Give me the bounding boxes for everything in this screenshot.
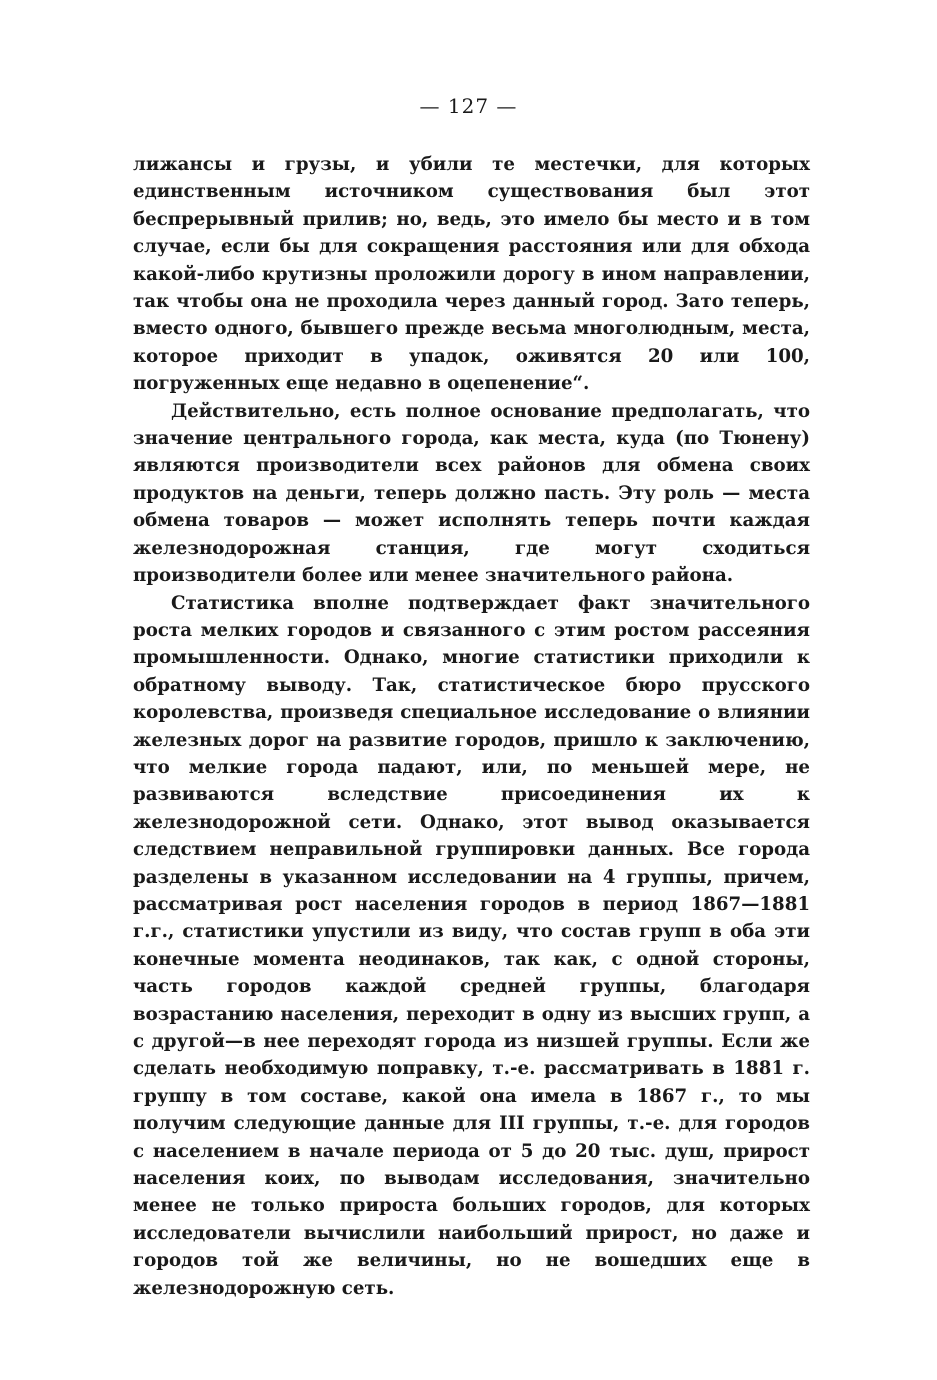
body-text <box>133 151 810 1302</box>
paragraph-central-city: Действительно, есть полное основание предполагать, что значение центрального города, как места, куда (по Тюнену) являются производители всех районов для обмена своих продуктов на деньги, теперь должно пасть. Эту роль — места обмена товаров — может исполнять теперь почти каждая железнодорожная станция, где могут сходиться производители более или менее значительного района. <box>133 400 810 587</box>
page-number: — 127 — <box>419 94 518 118</box>
paragraph-continuation: лижансы и грузы, и убили те местечки, для которых единственным источником существования был этот беспрерывный прилив; но, ведь, это имело бы место и в том случае, если бы для сокращения расстояния или для обхода какой-либо крутизны проложили дорогу в ином направлении, так чтобы она не проходила через данный город. Зато теперь, вместо одного, бывшего прежде весьма многолюдным, места, которое приходит в упадок, оживятся 20 или 100, погруженных еще недавно в оцепенение“. <box>133 154 810 395</box>
paragraph-statistics: Статистика вполне подтверждает факт значительного роста мелких городов и связанного с этим ростом рассеяния промышленности. Однако, многие статистики приходили к обратному выводу. Так, статистическое бюро прусского королевства, произведя специальное исследование о влиянии железных дорог на развитие городов, пришло к заключению, что мелкие города падают, или, по меньшей мере, не развиваются вследствие присоединения их к железнодорожной сети. Однако, этот вывод оказывается следствием неправильной группировки данных. Все города разделены в указанном исследовании на 4 группы, причем, рассматривая рост населения городов в период 1867—1881 г.г., статистики упустили из виду, что состав групп в оба эти конечные момента неодинаков, так как, с одной стороны, часть городов каждой средней группы, благодаря возрастанию населения, переходит в одну из высших групп, а с другой—в нее переходят города из низшей группы. Если же сделать необходимую поправку, т.-е. рассматривать в 1881 г. группу в том составе, какой она имела в 1867 г., то мы получим следующие данные для III группы, т.-е. для городов с населением в начале периода от 5 до 20 тыс. душ, прирост населения коих, по выводам исследования, значительно менее не только прироста больших городов, для которых исследователи вычислили наибольший прирост, но даже и городов той же величины, но не вошедших еще в железнодорожную сеть. <box>133 592 810 1299</box>
